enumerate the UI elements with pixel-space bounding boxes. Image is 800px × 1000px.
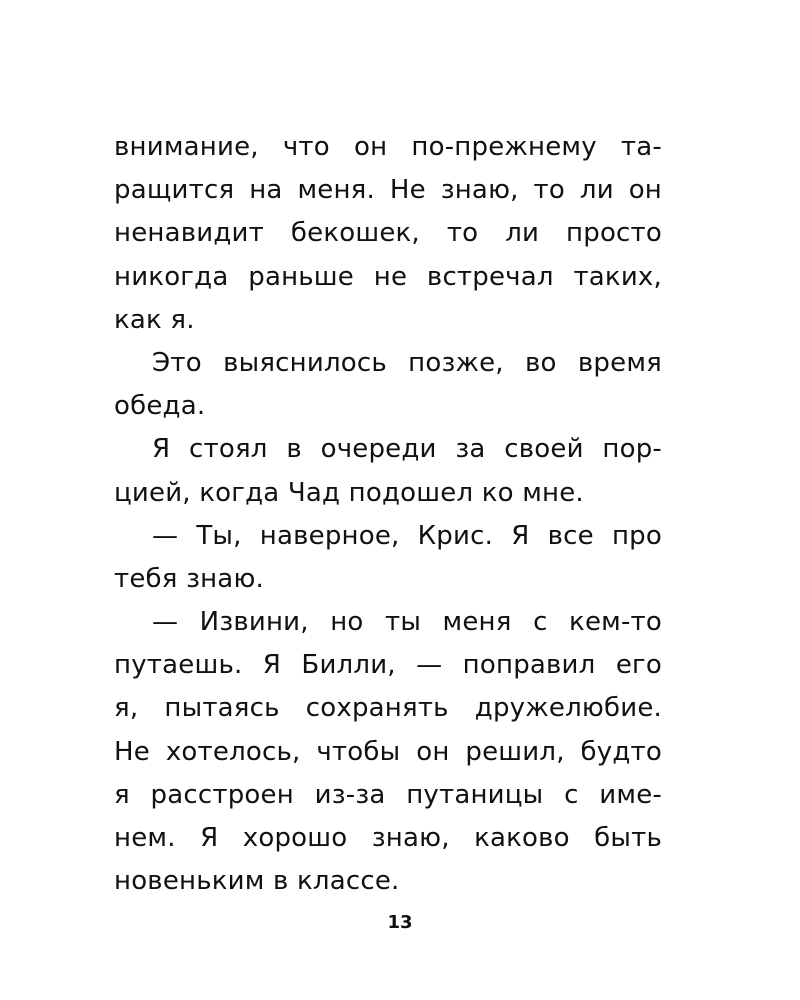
text-line: никогда раньше не встречал таких,	[114, 261, 662, 292]
text-line: путаешь. Я Билли, — поправил его	[114, 650, 662, 681]
text-line: новеньким в классе.	[114, 866, 400, 897]
text-line: обеда.	[114, 391, 206, 422]
page-body-text	[114, 126, 662, 903]
text-line: цией, когда Чад подошел ко мне.	[114, 477, 584, 508]
text-line: — Ты, наверное, Крис. Я все про	[152, 520, 662, 551]
text-line: Я стоял в очереди за своей пор-	[152, 434, 662, 465]
text-line: как я.	[114, 304, 195, 335]
text-line: внимание, что он по-прежнему та-	[114, 132, 662, 162]
text-line: — Извини, но ты меня с кем-то	[152, 607, 662, 638]
text-line: ненавидит бекошек, то ли просто	[114, 218, 662, 249]
text-line: я расстроен из-за путаницы с име-	[114, 779, 662, 810]
page-number: 13	[387, 912, 413, 933]
text-line: нем. Я хорошо знаю, каково быть	[114, 823, 662, 853]
text-line: я, пытаясь сохранять дружелюбие.	[114, 693, 662, 724]
text-line: Не хотелось, чтобы он решил, будто	[114, 736, 662, 767]
text-line: ращится на меня. Не знаю, то ли он	[114, 175, 662, 206]
text-line: Это выяснилось позже, во время	[152, 347, 662, 378]
text-line: тебя знаю.	[114, 563, 264, 594]
